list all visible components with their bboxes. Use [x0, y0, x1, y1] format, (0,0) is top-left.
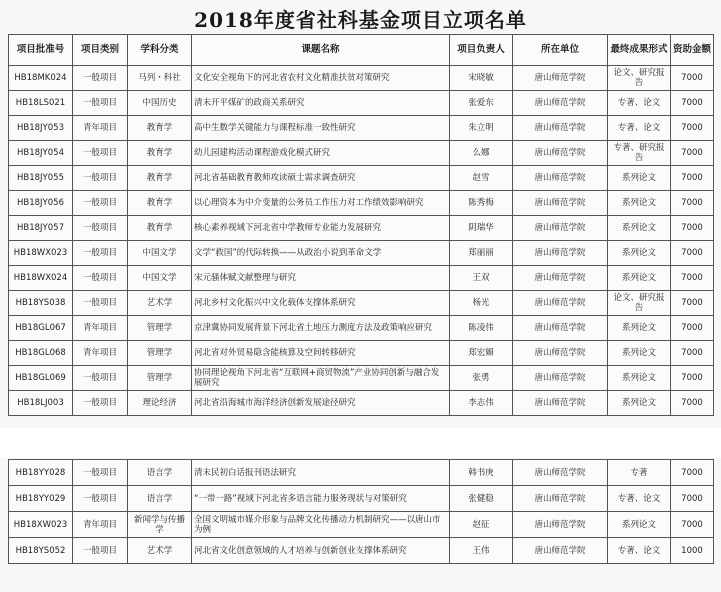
leader-cell: 赵征: [450, 512, 513, 538]
amount-cell: 7000: [671, 116, 714, 141]
unit-cell: 唐山师范学院: [513, 191, 608, 216]
table-row: [9, 291, 714, 316]
result-form-cell: 系列论文: [608, 241, 671, 266]
result-form-cell: 专著、论文: [608, 116, 671, 141]
discipline-cell: 中国文学: [128, 266, 192, 291]
table-row: [9, 538, 714, 564]
project-id-cell: HB18JY057: [9, 216, 73, 241]
leader-cell: 王伟: [450, 538, 513, 564]
header-amount: 资助金额: [671, 35, 714, 66]
amount-cell: 7000: [671, 366, 714, 391]
project-id-cell: HB18WX023: [9, 241, 73, 266]
discipline-cell: 语言学: [128, 486, 192, 512]
unit-cell: 唐山师范学院: [513, 91, 608, 116]
project-category-cell: 一般项目: [73, 191, 128, 216]
header-unit: 所在单位: [513, 35, 608, 66]
leader-cell: 张勇: [450, 366, 513, 391]
result-form-cell: 系列论文: [608, 166, 671, 191]
topic-cell: 河北省沿海城市海洋经济创新发展途径研究: [192, 391, 450, 416]
project-category-cell: 青年项目: [73, 316, 128, 341]
unit-cell: 唐山师范学院: [513, 66, 608, 91]
amount-cell: 7000: [671, 512, 714, 538]
amount-cell: 7000: [671, 316, 714, 341]
amount-cell: 7000: [671, 391, 714, 416]
discipline-cell: 新闻学与传播学: [128, 512, 192, 538]
topic-cell: 清末民初白话报刊语法研究: [192, 460, 450, 486]
result-form-cell: 专著: [608, 460, 671, 486]
leader-cell: 朱立明: [450, 116, 513, 141]
table-row: [9, 191, 714, 216]
table-row: [9, 460, 714, 486]
result-form-cell: 系列论文: [608, 216, 671, 241]
result-form-cell: 专著、研究报告: [608, 141, 671, 166]
leader-cell: 王双: [450, 266, 513, 291]
project-category-cell: 一般项目: [73, 66, 128, 91]
project-id-cell: HB18JY054: [9, 141, 73, 166]
project-category-cell: 一般项目: [73, 460, 128, 486]
table-row: [9, 512, 714, 538]
unit-cell: 唐山师范学院: [513, 291, 608, 316]
project-category-cell: 一般项目: [73, 241, 128, 266]
amount-cell: 7000: [671, 486, 714, 512]
amount-cell: 7000: [671, 141, 714, 166]
result-form-cell: 系列论文: [608, 316, 671, 341]
leader-cell: 宋晓敏: [450, 66, 513, 91]
project-id-cell: HB18XW023: [9, 512, 73, 538]
amount-cell: 7000: [671, 191, 714, 216]
unit-cell: 唐山师范学院: [513, 460, 608, 486]
project-category-cell: 一般项目: [73, 391, 128, 416]
table-row: [9, 241, 714, 266]
result-form-cell: 系列论文: [608, 366, 671, 391]
project-table-part2: [8, 459, 714, 564]
leader-cell: 杨光: [450, 291, 513, 316]
header-id: 项目批准号: [9, 35, 73, 66]
amount-cell: 1000: [671, 538, 714, 564]
leader-cell: 李志伟: [450, 391, 513, 416]
project-id-cell: HB18YS038: [9, 291, 73, 316]
header-discipline: 学科分类: [128, 35, 192, 66]
unit-cell: 唐山师范学院: [513, 512, 608, 538]
project-category-cell: 一般项目: [73, 538, 128, 564]
amount-cell: 7000: [671, 241, 714, 266]
result-form-cell: 系列论文: [608, 391, 671, 416]
unit-cell: 唐山师范学院: [513, 241, 608, 266]
unit-cell: 唐山师范学院: [513, 266, 608, 291]
topic-cell: 河北乡村文化振兴中文化载体支撑体系研究: [192, 291, 450, 316]
discipline-cell: 艺术学: [128, 538, 192, 564]
unit-cell: 唐山师范学院: [513, 141, 608, 166]
discipline-cell: 管理学: [128, 366, 192, 391]
project-id-cell: HB18JY056: [9, 191, 73, 216]
discipline-cell: 理论经济: [128, 391, 192, 416]
amount-cell: 7000: [671, 91, 714, 116]
topic-cell: 核心素养视域下河北省中学教师专业能力发展研究: [192, 216, 450, 241]
table-row: [9, 216, 714, 241]
page-break-gap: [0, 428, 721, 458]
topic-cell: 河北省文化创意领域的人才培养与创新创业支撑体系研究: [192, 538, 450, 564]
unit-cell: 唐山师范学院: [513, 341, 608, 366]
project-category-cell: 一般项目: [73, 486, 128, 512]
topic-cell: 协同理论视角下河北省“互联网+商贸物流”产业协同创新与融合发展研究: [192, 366, 450, 391]
project-id-cell: HB18JY053: [9, 116, 73, 141]
unit-cell: 唐山师范学院: [513, 216, 608, 241]
topic-cell: 以心理资本为中介变量的公务员工作压力对工作绩效影响研究: [192, 191, 450, 216]
project-id-cell: HB18GL068: [9, 341, 73, 366]
leader-cell: 张健稳: [450, 486, 513, 512]
amount-cell: 7000: [671, 166, 714, 191]
table-row: [9, 391, 714, 416]
leader-cell: 韩书庚: [450, 460, 513, 486]
topic-cell: 河北省对外贸易隐含能核算及空间转移研究: [192, 341, 450, 366]
topic-cell: 京津冀协同发展背景下河北省土地压力测度方法及政策响应研究: [192, 316, 450, 341]
result-form-cell: 专著、论文: [608, 91, 671, 116]
leader-cell: 陈凌伟: [450, 316, 513, 341]
project-category-cell: 一般项目: [73, 266, 128, 291]
discipline-cell: 教育学: [128, 166, 192, 191]
table-row: [9, 141, 714, 166]
project-category-cell: 一般项目: [73, 91, 128, 116]
result-form-cell: 论文、研究报告: [608, 66, 671, 91]
header-leader: 项目负责人: [450, 35, 513, 66]
table-row: [9, 91, 714, 116]
result-form-cell: 系列论文: [608, 266, 671, 291]
leader-cell: 陈秀梅: [450, 191, 513, 216]
amount-cell: 7000: [671, 66, 714, 91]
topic-cell: 河北省基础教育教师攻读硕士需求调查研究: [192, 166, 450, 191]
amount-cell: 7000: [671, 266, 714, 291]
leader-cell: 么娜: [450, 141, 513, 166]
topic-cell: 文化安全视角下的河北省农村文化精准扶贫对策研究: [192, 66, 450, 91]
unit-cell: 唐山师范学院: [513, 366, 608, 391]
leader-cell: 阴瑞华: [450, 216, 513, 241]
discipline-cell: 中国历史: [128, 91, 192, 116]
result-form-cell: 系列论文: [608, 512, 671, 538]
unit-cell: 唐山师范学院: [513, 486, 608, 512]
table-row: [9, 316, 714, 341]
discipline-cell: 教育学: [128, 141, 192, 166]
table-row: [9, 486, 714, 512]
project-category-cell: 青年项目: [73, 512, 128, 538]
project-id-cell: HB18YY029: [9, 486, 73, 512]
page-title: 2018年度省社科基金项目立项名单: [194, 8, 527, 32]
result-form-cell: 论文、研究报告: [608, 291, 671, 316]
project-id-cell: HB18JY055: [9, 166, 73, 191]
amount-cell: 7000: [671, 341, 714, 366]
topic-cell: 全国文明城市媒介形象与品牌文化传播动力机制研究——以唐山市为例: [192, 512, 450, 538]
project-id-cell: HB18YY028: [9, 460, 73, 486]
result-form-cell: 系列论文: [608, 341, 671, 366]
header-topic: 课题名称: [192, 35, 450, 66]
leader-cell: 赵雪: [450, 166, 513, 191]
discipline-cell: 管理学: [128, 316, 192, 341]
topic-cell: 文学“救国”的代际转换——从政治小说到革命文学: [192, 241, 450, 266]
discipline-cell: 教育学: [128, 216, 192, 241]
amount-cell: 7000: [671, 291, 714, 316]
table-row: [9, 266, 714, 291]
unit-cell: 唐山师范学院: [513, 166, 608, 191]
table-header-row: [9, 35, 714, 66]
header-result: 最终成果形式: [608, 35, 671, 66]
leader-cell: 张爱东: [450, 91, 513, 116]
project-id-cell: HB18GL069: [9, 366, 73, 391]
project-id-cell: HB18MK024: [9, 66, 73, 91]
project-id-cell: HB18GL067: [9, 316, 73, 341]
discipline-cell: 语言学: [128, 460, 192, 486]
discipline-cell: 中国文学: [128, 241, 192, 266]
header-category: 项目类别: [73, 35, 128, 66]
topic-cell: “一带一路”视域下河北省多语言能力服务现状与对策研究: [192, 486, 450, 512]
discipline-cell: 马列・科社: [128, 66, 192, 91]
topic-cell: 清末开平煤矿的政商关系研究: [192, 91, 450, 116]
project-category-cell: 一般项目: [73, 366, 128, 391]
result-form-cell: 专著、论文: [608, 486, 671, 512]
table-row: [9, 366, 714, 391]
amount-cell: 7000: [671, 216, 714, 241]
topic-cell: 幼儿园建构活动课程游戏化模式研究: [192, 141, 450, 166]
project-category-cell: 一般项目: [73, 291, 128, 316]
discipline-cell: 教育学: [128, 116, 192, 141]
project-category-cell: 青年项目: [73, 341, 128, 366]
project-id-cell: HB18LJ003: [9, 391, 73, 416]
project-id-cell: HB18WX024: [9, 266, 73, 291]
leader-cell: 郑宏媚: [450, 341, 513, 366]
project-category-cell: 一般项目: [73, 141, 128, 166]
table-row: [9, 116, 714, 141]
project-category-cell: 一般项目: [73, 216, 128, 241]
table-row: [9, 66, 714, 91]
leader-cell: 郑丽丽: [450, 241, 513, 266]
unit-cell: 唐山师范学院: [513, 116, 608, 141]
topic-cell: 高中生数学关键能力与课程标准一致性研究: [192, 116, 450, 141]
amount-cell: 7000: [671, 460, 714, 486]
project-table-part1: [8, 34, 714, 416]
project-id-cell: HB18YS052: [9, 538, 73, 564]
project-id-cell: HB18LS021: [9, 91, 73, 116]
unit-cell: 唐山师范学院: [513, 316, 608, 341]
project-category-cell: 一般项目: [73, 166, 128, 191]
discipline-cell: 艺术学: [128, 291, 192, 316]
table-row: [9, 341, 714, 366]
discipline-cell: 教育学: [128, 191, 192, 216]
topic-cell: 宋元骚体赋文献整理与研究: [192, 266, 450, 291]
result-form-cell: 系列论文: [608, 191, 671, 216]
table-row: [9, 166, 714, 191]
project-category-cell: 青年项目: [73, 116, 128, 141]
unit-cell: 唐山师范学院: [513, 538, 608, 564]
unit-cell: 唐山师范学院: [513, 391, 608, 416]
result-form-cell: 专著、论文: [608, 538, 671, 564]
discipline-cell: 管理学: [128, 341, 192, 366]
